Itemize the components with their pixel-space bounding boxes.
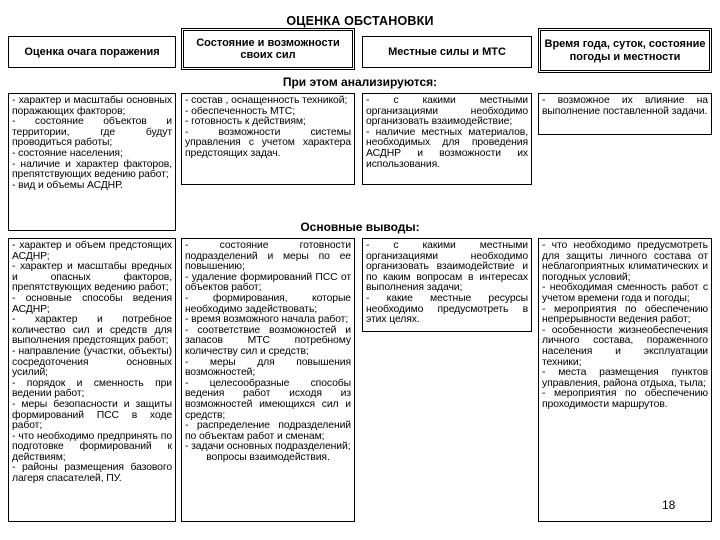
list-item: вопросы взаимодействия. (206, 451, 330, 463)
list-item: - меры для повышения возможностей; (185, 356, 351, 379)
header-own-forces (181, 28, 355, 70)
list-item: - состояние готовности подразделений и меры по ее повышению; (185, 240, 351, 273)
list-item: - наличие и характер факторов, препятствующих ведению работ; (12, 158, 172, 181)
list-item: - обеспеченность МТС; (185, 105, 295, 117)
list-item: - порядок и сменность при ведении работ; (12, 377, 172, 400)
list-item: - состав , оснащенность техникой; (185, 95, 348, 106)
list-item: - задачи основных подразделений; (185, 441, 351, 453)
header-season-weather-label: Время года, суток, состояние погоды и местности (544, 38, 706, 63)
conclusions-season-weather (538, 238, 712, 522)
list-item: - состояние объектов и территории, где будут проводиться работы; (12, 116, 172, 149)
analyzed-lesion (8, 93, 176, 231)
list-item: - готовность к действиям; (185, 116, 306, 128)
list-item: - время возможного начала работ; (185, 314, 349, 326)
list-item: - соответствие возможностей и запасов МТС потребному количеству сил и средств; (185, 324, 351, 357)
header-own-forces-label: Состояние и возможности своих сил (196, 36, 340, 61)
list-item: - какие местные ресурсы необходимо предусмотреть в этих целях. (366, 292, 528, 326)
list-item: - места размещения пунктов управления, района отдыха, тыла; (542, 367, 708, 389)
list-item: - необходимая сменность работ с учетом времени года и погоды; (542, 282, 708, 304)
list-item: - мероприятия по обеспечению проходимости маршрутов. (542, 388, 708, 410)
list-item: - характер и масштабы основных поражающих факторов; (12, 95, 172, 117)
page-title: ОЦЕНКА ОБСТАНОВКИ (286, 14, 434, 28)
section-conclusions-title: Основные выводы: (300, 220, 420, 234)
conclusions-local-forces (362, 238, 532, 332)
list-item: - характер и объем предстоящих АСДНР; (12, 240, 172, 262)
analyzed-local-forces (362, 93, 532, 185)
list-item: - особенности жизнеобеспечения личного состава, пораженного населения и эксплуатации техники; (542, 324, 708, 368)
page-number: 18 (662, 498, 676, 512)
conclusions-lesion (8, 238, 176, 522)
list-item: - направление (участки, объекты) сосредоточения основных усилий; (12, 345, 172, 379)
list-item: - распределение подразделений по объектам работ и сменам; (185, 420, 351, 442)
header-lesion-assessment (8, 36, 176, 68)
header-lesion-assessment-label: Оценка очага поражения (24, 45, 160, 58)
list-item: - что необходимо предпринять по подготовке формирований к действиям; (12, 430, 172, 463)
list-item: - с какими местными организациями необходимо организовать взаимодействие; (366, 95, 528, 128)
list-item: - основные способы ведения АСДНР; (12, 292, 172, 315)
list-item: - наличие местных материалов, необходимых для проведения АСДНР и возможности их использования. (366, 126, 528, 170)
list-item: - мероприятия по обеспечению непрерывности ведения работ; (542, 303, 708, 326)
list-item: - целесообразные способы ведения работ исходя из возможностей имеющихся сил и средств; (185, 377, 351, 421)
list-item: - удаление формирований ПСС от объектов работ; (185, 271, 351, 294)
analyzed-season-weather (538, 93, 712, 135)
header-local-forces (362, 36, 532, 68)
list-item: - вид и объемы АСДНР. (12, 179, 123, 191)
list-item: - районы размещения базового лагеря спасателей, ПУ. (12, 462, 172, 485)
list-item: - возможности системы управления с учетом характера предстоящих задач. (185, 126, 351, 159)
list-item: - с какими местными организациями необходимо организовать взаимодействие и по каким вопросам в интересах выполнения задачи; (366, 240, 528, 294)
header-season-weather (538, 28, 712, 73)
list-item: - что необходимо предусмотреть для защиты личного состава от неблагоприятных климатических и погодных условий; (542, 240, 708, 283)
conclusions-own-forces (181, 238, 355, 522)
list-item: - характер и потребное количество сил и средств для выполнения предстоящих работ; (12, 314, 172, 347)
list-item: - формирования, которые необходимо задействовать; (185, 292, 351, 315)
list-item: - состояние населения; (12, 147, 123, 159)
section-analyzed-title: При этом анализируются: (282, 75, 438, 89)
header-local-forces-label: Местные силы и МТС (388, 45, 506, 58)
list-item: - характер и масштабы вредных и опасных факторов, препятствующих ведению работ; (12, 261, 172, 294)
analyzed-own-forces (181, 93, 355, 185)
list-item: - возможное их влияние на выполнение поставленной задачи. (542, 95, 708, 117)
list-item: - меры безопасности и защиты формирований ПСС в ходе работ; (12, 398, 172, 432)
